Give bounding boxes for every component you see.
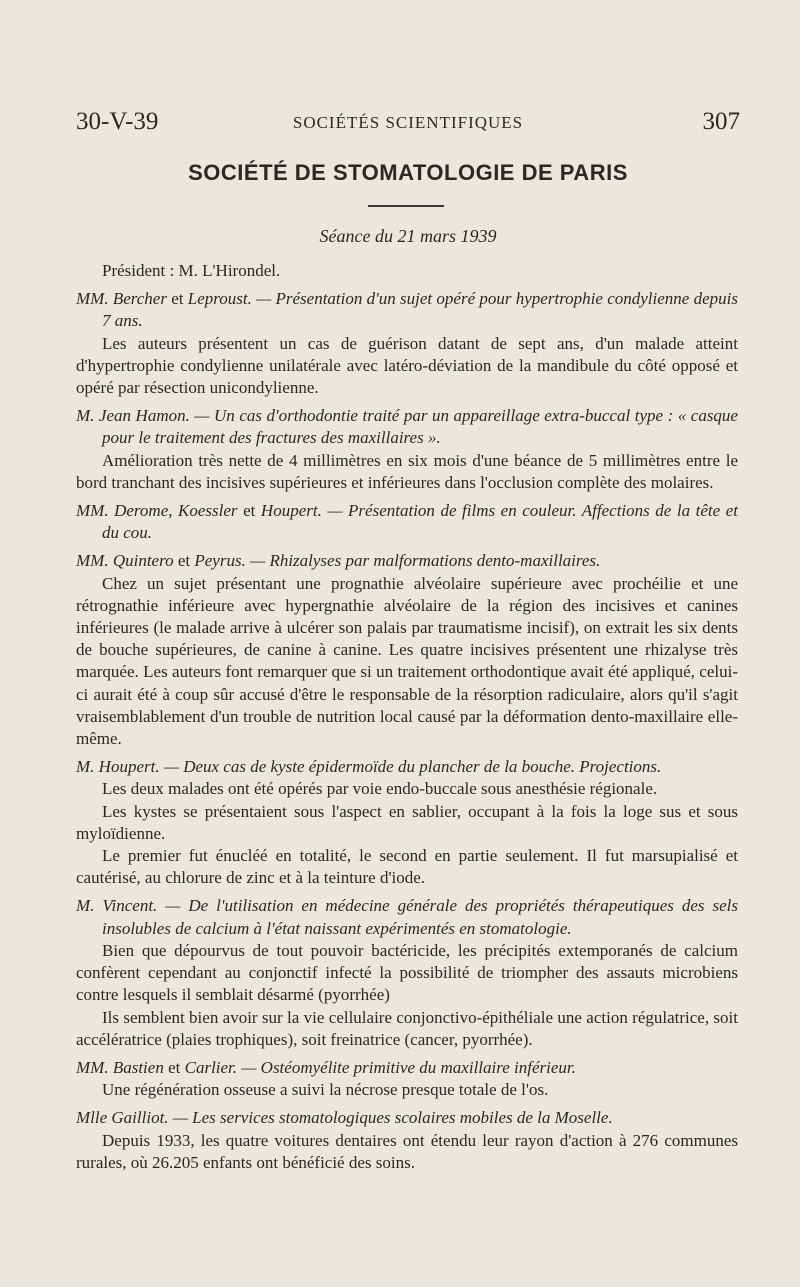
entries-list: [76, 288, 738, 1174]
entry-heading: [76, 1057, 738, 1079]
president-line: Président : M. L'Hirondel.: [102, 261, 281, 280]
title-divider: [368, 205, 444, 207]
entry-heading: [76, 405, 738, 449]
running-header: [76, 108, 740, 142]
page-number: 307: [702, 108, 740, 135]
speaker-name: MM. Bastien: [76, 1057, 164, 1077]
entry-heading: [76, 550, 738, 572]
communication-title: — Ostéomyélite primitive du maxillaire inférieur.: [237, 1057, 576, 1077]
communication-title: — Présentation de films en couleur. Affections de la tête et du cou.: [102, 501, 739, 543]
speaker-name: Leproust.: [187, 289, 252, 309]
entry-heading: [76, 1107, 738, 1129]
entry-paragraph: Le premier fut énucléé en totalité, le second en partie seulement. Il fut marsupialisé et cautérisé, au chlorure de zinc et à la teinture d'iode.: [76, 846, 738, 888]
entry-paragraph: Chez un sujet présentant une prognathie alvéolaire supérieure avec prochéilie et une rétrognathie inférieure avec hypergnathie alvéolaire de la région des incisives et canines inférieures (le malade arrive à ulcérer son palais par traumatisme incisif), on extrait les six dents de bouche supérieures, de canine à canine. Les quatre incisives présentent une rhizalyse très marquée. Les auteurs font remarquer que si un traitement orthodontique avait été appliqué, celui-ci aurait été à coup sûr accusé d'être le responsable de la résorption radiculaire, alors qu'il s'agit vraisemblablement d'un trouble de nutrition local causé par la déformation dento-maxillaire elle-même.: [76, 573, 738, 749]
communication-title: — Un cas d'orthodontie traité par un appareillage extra-buccal type : « casque pour le traitement des fractures des maxillaires ».: [102, 406, 738, 448]
conjunction: et: [177, 551, 191, 571]
conjunction: et: [243, 501, 256, 521]
entry-paragraph: Une régénération osseuse a suivi la nécrose presque totale de l'os.: [102, 1080, 549, 1100]
header-date: 30-V-39: [76, 108, 159, 135]
speaker-name: MM. Quintero: [76, 551, 174, 571]
entry-heading: [76, 288, 738, 332]
speaker-name: M. Vincent.: [76, 896, 158, 916]
entry-paragraph: Les auteurs présentent un cas de guérison datant de sept ans, d'un malade atteint d'hypertrophie condylienne unilatérale avec latéro-déviation de la mandibule du côté opposé et opéré par résection unicondylienne.: [76, 333, 738, 398]
speaker-name: M. Jean Hamon.: [76, 406, 190, 426]
entry-paragraph: Les deux malades ont été opérés par voie endo-buccale sous anesthésie régionale.: [102, 779, 658, 799]
page-title: SOCIÉTÉ DE STOMATOLOGIE DE PARIS: [188, 160, 628, 185]
entry-paragraph: Bien que dépourvus de tout pouvoir bactéricide, les précipités extemporanés de calcium confèrent cependant au conjonctif infecté la possibilité de triompher des assauts microbiens contre lesquels il semblait désarmé (pyorrhée): [76, 940, 738, 1005]
speaker-name: MM. Bercher: [76, 289, 167, 309]
entry-paragraph: Amélioration très nette de 4 millimètres en six mois d'une béance de 5 millimètres entre le bord tranchant des incisives supérieures et inférieures dans l'occlusion complète des molaires.: [76, 450, 738, 492]
conjunction: et: [171, 289, 184, 309]
entry-heading: [76, 895, 738, 939]
header-section: SOCIÉTÉS SCIENTIFIQUES: [292, 113, 524, 132]
speaker-name: Carlier.: [184, 1057, 238, 1077]
article-body: [76, 260, 738, 1174]
communication-title: — Deux cas de kyste épidermoïde du plancher de la bouche. Projections.: [159, 757, 662, 777]
communication-title: — Les services stomatologiques scolaires mobiles de la Moselle.: [168, 1108, 613, 1128]
communication-title: — Présentation d'un sujet opéré pour hypertrophie condylienne depuis 7 ans.: [102, 289, 738, 331]
speaker-name: MM. Derome, Koessler: [76, 501, 238, 521]
speaker-name: Mlle Gailliot.: [76, 1108, 169, 1128]
entry-heading: [76, 756, 738, 778]
session-date: Séance du 21 mars 1939: [319, 226, 497, 246]
conjunction: et: [168, 1057, 181, 1077]
entry-paragraph: Ils semblent bien avoir sur la vie cellulaire conjonctivo-épithéliale une action régulatrice, soit accélératrice (plaies trophiques), soit freinatrice (cancer, pyorrhée).: [76, 1007, 738, 1049]
speaker-name: Houpert.: [260, 501, 322, 521]
entry-paragraph: Depuis 1933, les quatre voitures dentaires ont étendu leur rayon d'action à 276 communes rurales, où 26.205 enfants ont bénéficié des soins.: [76, 1130, 738, 1172]
speaker-name: Peyrus.: [194, 551, 246, 571]
communication-title: — De l'utilisation en médecine générale des propriétés thérapeutiques des sels insolubles de calcium à l'état naissant expérimentés en stomatologie.: [102, 896, 738, 938]
speaker-name: M. Houpert.: [76, 757, 160, 777]
entry-heading: [76, 500, 738, 544]
entry-paragraph: Les kystes se présentaient sous l'aspect en sablier, occupant à la fois la loge sus et sous myloïdienne.: [76, 801, 738, 843]
communication-title: — Rhizalyses par malformations dento-maxillaires.: [245, 551, 601, 571]
